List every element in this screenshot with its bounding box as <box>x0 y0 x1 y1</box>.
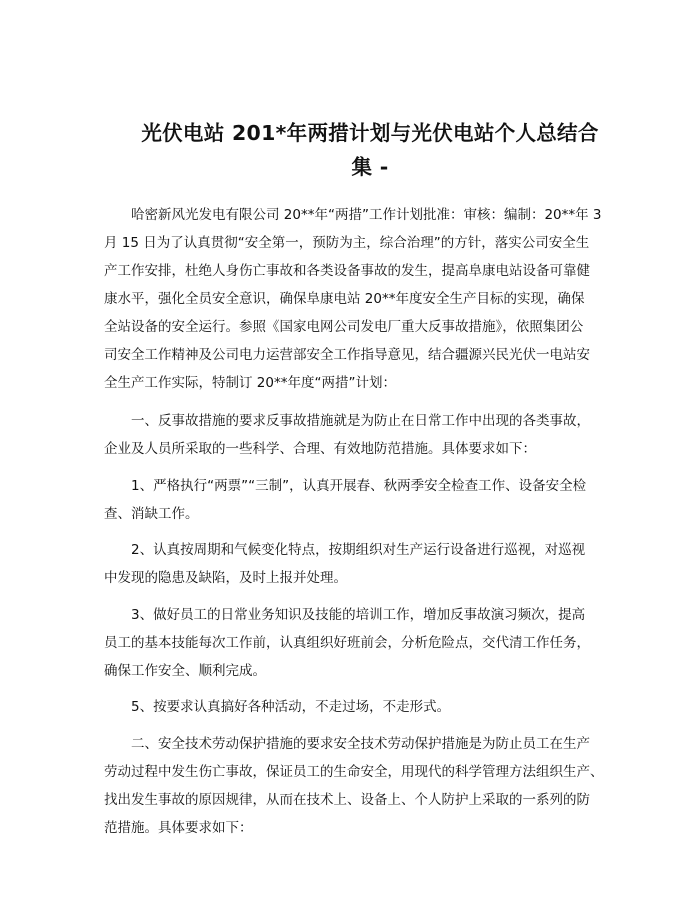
paragraph-3-line-1: 1、严格执行“两票”“三制”，认真开展春、秋两季安全检查工作、设备安全检 <box>104 478 587 494</box>
paragraph-2-line-1: 一、反事故措施的要求反事故措施就是为防止在日常工作中出现的各类事故， <box>104 413 590 429</box>
paragraph-5-line-2: 员工的基本技能每次工作前，认真组织好班前会，分析危险点，交代清工作任务， <box>104 635 590 651</box>
paragraph-6-line-1: 5、按要求认真搞好各种活动，不走过场，不走形式。 <box>104 699 451 715</box>
paragraph-7-line-4: 范措施。具体要求如下： <box>104 820 253 836</box>
paragraph-5-line-3: 确保工作安全、顺利完成。 <box>104 663 266 679</box>
paragraph-3-line-2: 查、消缺工作。 <box>104 506 199 522</box>
paragraph-1-line-4: 康水平，强化全员安全意识，确保阜康电站 20**年度安全生产目标的实现，确保 <box>104 291 585 307</box>
paragraph-1-line-3: 产工作安排，杜绝人身伤亡事故和各类设备事故的发生，提高阜康电站设备可靠健 <box>104 263 590 279</box>
paragraph-2-line-2: 企业及人员所采取的一些科学、合理、有效地防范措施。具体要求如下： <box>104 441 536 457</box>
paragraph-1-line-7: 全生产工作实际，特制订 20**年度“两措”计划： <box>104 375 396 391</box>
paragraph-4-line-1: 2、认真按周期和气候变化特点，按期组织对生产运行设备进行巡视，对巡视 <box>104 542 586 558</box>
paragraph-4-line-2: 中发现的隐患及缺陷，及时上报并处理。 <box>104 570 347 586</box>
paragraph-7-line-2: 劳动过程中发生伤亡事故，保证员工的生命安全，用现代的科学管理方法组织生产、 <box>104 764 604 780</box>
paragraph-1-line-1: 哈密新风光发电有限公司 20**年“两措”工作计划批准：审核：编制：20**年 3 <box>104 207 602 223</box>
paragraph-5-line-1: 3、做好员工的日常业务知识及技能的培训工作，增加反事故演习频次，提高 <box>104 607 586 623</box>
paragraph-7-line-1: 二、安全技术劳动保护措施的要求安全技术劳动保护措施是为防止员工在生产 <box>104 736 590 752</box>
paragraph-1-line-6: 司安全工作精神及公司电力运营部安全工作指导意见，结合疆源兴民光伏一电站安 <box>104 347 590 363</box>
paragraph-7-line-3: 找出发生事故的原因规律，从而在技术上、设备上、个人防护上采取的一系列的防 <box>104 792 590 808</box>
document-title-line-1: 光伏电站 201*年两措计划与光伏电站个人总结合 <box>141 121 599 145</box>
document-title-line-2: 集 - <box>351 155 389 179</box>
paragraph-1-line-5: 全站设备的安全运行。参照《国家电网公司发电厂重大反事故措施》，依照集团公 <box>104 319 584 335</box>
paragraph-1-line-2: 月 15 日为了认真贯彻“安全第一，预防为主，综合治理”的方针，落实公司安全生 <box>104 235 590 251</box>
